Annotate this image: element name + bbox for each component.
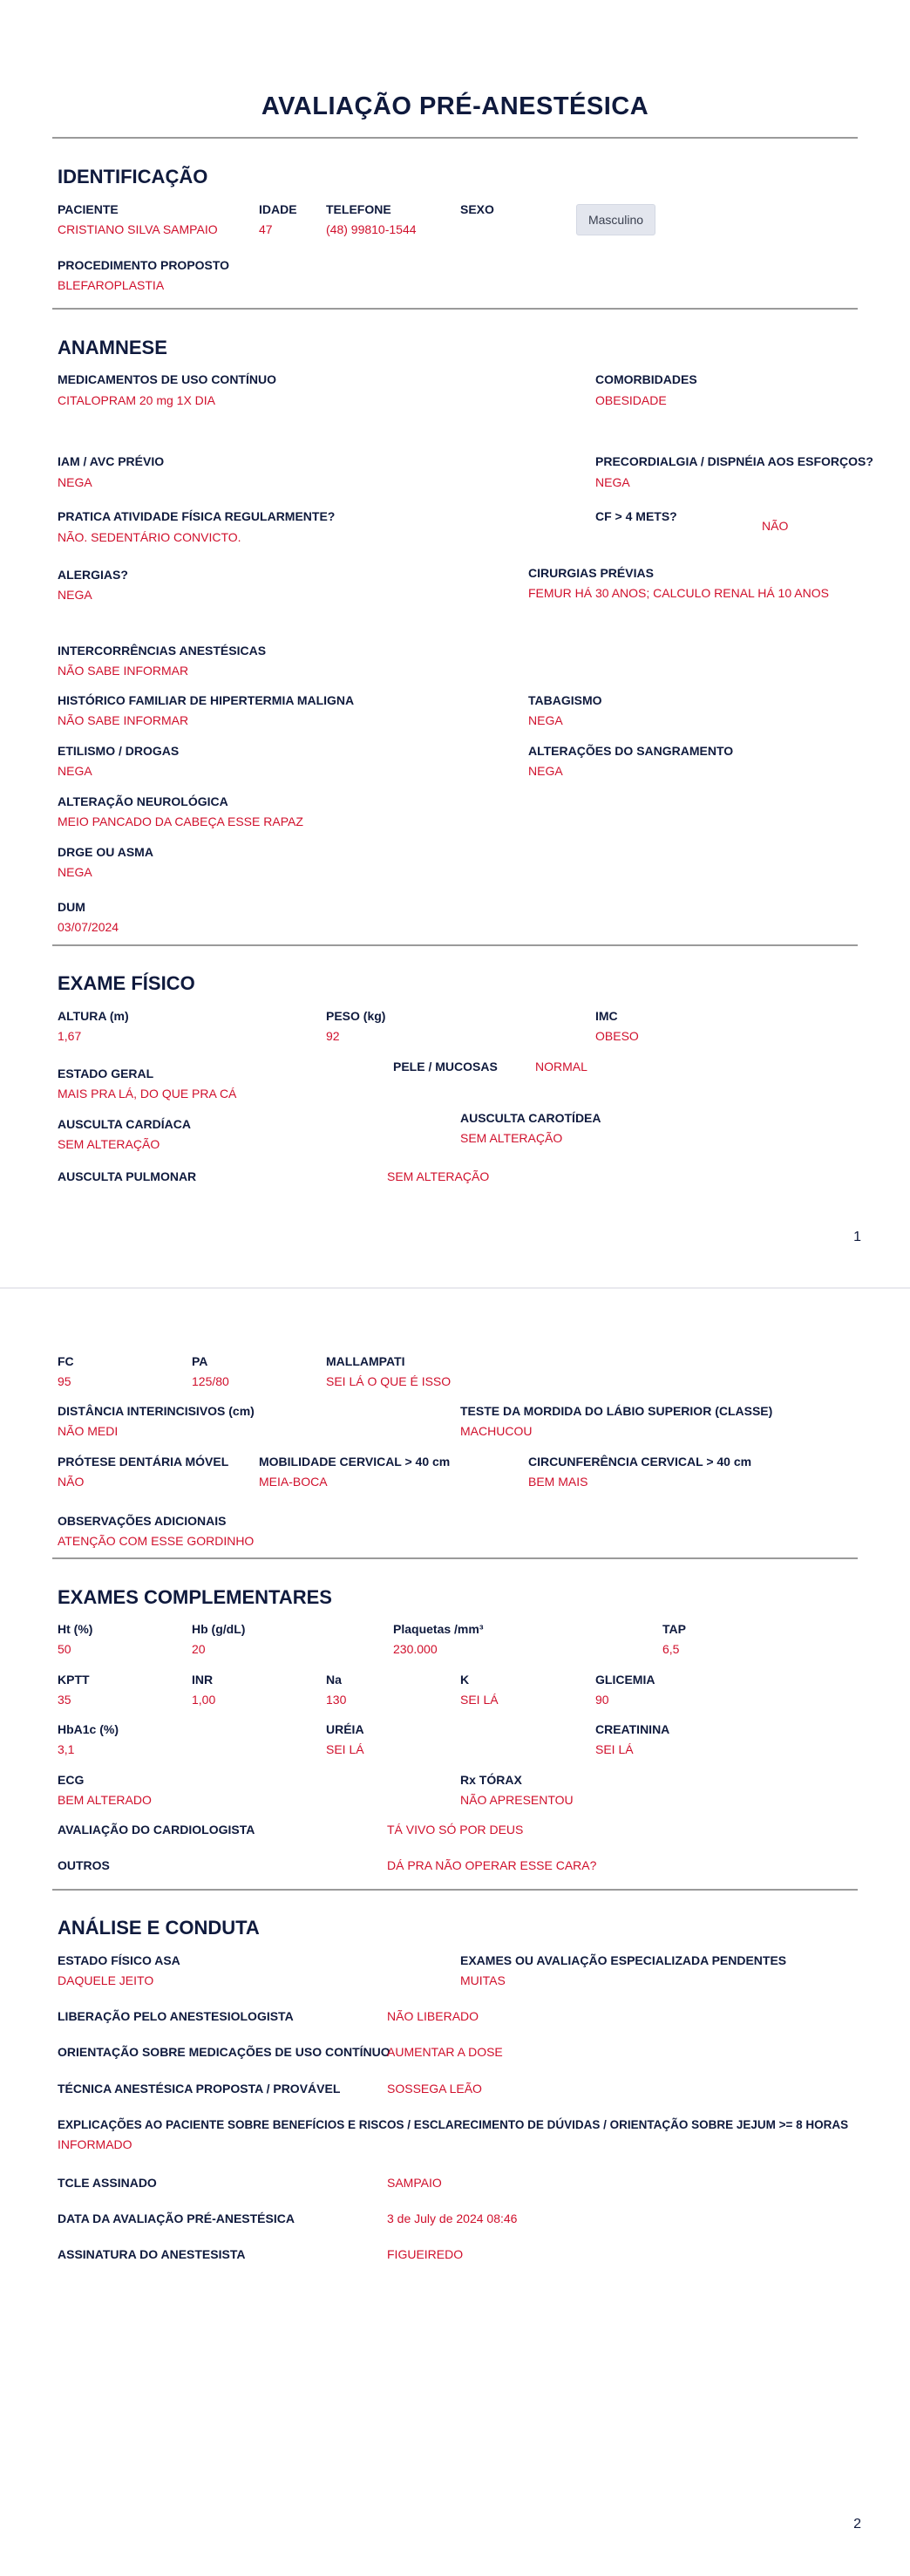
idade-label: IDADE [259, 202, 297, 216]
atividade-label: PRATICA ATIVIDADE FÍSICA REGULARMENTE? [58, 509, 336, 523]
glicemia-value: 90 [595, 1693, 609, 1707]
outros-value: DÁ PRA NÃO OPERAR ESSE CARA? [387, 1858, 597, 1872]
paciente-value: CRISTIANO SILVA SAMPAIO [58, 222, 218, 236]
ausculta-cardiaca-value: SEM ALTERAÇÃO [58, 1137, 160, 1151]
ecg-label: ECG [58, 1773, 85, 1787]
orientacao-value: AUMENTAR A DOSE [387, 2045, 503, 2059]
pendentes-value: MUITAS [460, 1973, 506, 1987]
observacoes-label: OBSERVAÇÕES ADICIONAIS [58, 1514, 227, 1528]
section-identificacao: IDENTIFICAÇÃO [58, 166, 208, 187]
page-1 [0, 0, 910, 1287]
plaquetas-label: Plaquetas /mm³ [393, 1622, 484, 1636]
etilismo-value: NEGA [58, 764, 92, 778]
asa-label: ESTADO FÍSICO ASA [58, 1953, 180, 1967]
cirurgias-label: CIRURGIAS PRÉVIAS [528, 566, 654, 580]
tabagismo-value: NEGA [528, 713, 563, 727]
medicamentos-label: MEDICAMENTOS DE USO CONTÍNUO [58, 372, 276, 386]
imc-value: OBESO [595, 1029, 639, 1043]
inr-label: INR [192, 1673, 214, 1687]
dum-label: DUM [58, 900, 85, 914]
cirurgias-value: FEMUR HÁ 30 ANOS; CALCULO RENAL HÁ 10 ANOS [528, 586, 829, 600]
divider [52, 137, 858, 139]
peso-value: 92 [326, 1029, 340, 1043]
data-value: 3 de July de 2024 08:46 [387, 2211, 518, 2225]
drge-label: DRGE OU ASMA [58, 845, 153, 859]
k-label: K [460, 1673, 470, 1687]
iam-label: IAM / AVC PRÉVIO [58, 454, 165, 468]
drge-value: NEGA [58, 865, 92, 879]
telefone-label: TELEFONE [326, 202, 391, 216]
section-exame-fisico: EXAME FÍSICO [58, 972, 195, 994]
pa-value: 125/80 [192, 1374, 229, 1388]
pele-value: NORMAL [535, 1060, 587, 1073]
ureia-label: URÉIA [326, 1722, 364, 1736]
imc-label: IMC [595, 1009, 618, 1023]
dum-value: 03/07/2024 [58, 920, 119, 934]
hba1c-label: HbA1c (%) [58, 1722, 119, 1736]
rx-value: NÃO APRESENTOU [460, 1793, 574, 1807]
creatinina-value: SEI LÁ [595, 1742, 634, 1756]
creatinina-label: CREATININA [595, 1722, 670, 1736]
orientacao-label: ORIENTAÇÃO SOBRE MEDICAÇÕES DE USO CONTÍNUO [58, 2045, 390, 2059]
hipertermia-label: HISTÓRICO FAMILIAR DE HIPERTERMIA MALIGNA [58, 693, 355, 707]
k-value: SEI LÁ [460, 1693, 499, 1707]
iam-value: NEGA [58, 475, 92, 489]
liberacao-value: NÃO LIBERADO [387, 2009, 479, 2023]
pa-label: PA [192, 1354, 208, 1368]
page-number: 1 [853, 1230, 861, 1244]
mallampati-label: MALLAMPATI [326, 1354, 405, 1368]
altura-label: ALTURA (m) [58, 1009, 129, 1023]
observacoes-value: ATENÇÃO COM ESSE GORDINHO [58, 1534, 255, 1548]
neurologica-value: MEIO PANCADO DA CABEÇA ESSE RAPAZ [58, 814, 303, 828]
etilismo-label: ETILISMO / DROGAS [58, 744, 180, 758]
plaquetas-value: 230.000 [393, 1642, 438, 1656]
mobilidade-label: MOBILIDADE CERVICAL > 40 cm [259, 1455, 451, 1469]
cf-value: NÃO [762, 519, 789, 533]
telefone-value: (48) 99810-1544 [326, 222, 417, 236]
section-exames: EXAMES COMPLEMENTARES [58, 1586, 332, 1608]
tcle-value: SAMPAIO [387, 2176, 442, 2190]
glicemia-label: GLICEMIA [595, 1673, 655, 1687]
protese-value: NÃO [58, 1475, 85, 1489]
na-value: 130 [326, 1693, 347, 1707]
mordida-label: TESTE DA MORDIDA DO LÁBIO SUPERIOR (CLASSE) [460, 1404, 773, 1418]
precordialgia-label: PRECORDIALGIA / DISPNÉIA AOS ESFORÇOS? [595, 454, 873, 468]
medicamentos-value: CITALOPRAM 20 mg 1X DIA [58, 393, 216, 407]
ausculta-carotidea-value: SEM ALTERAÇÃO [460, 1131, 563, 1145]
estado-geral-value: MAIS PRA LÁ, DO QUE PRA CÁ [58, 1087, 237, 1101]
hipertermia-value: NÃO SABE INFORMAR [58, 713, 189, 727]
hba1c-value: 3,1 [58, 1742, 75, 1756]
fc-value: 95 [58, 1374, 71, 1388]
hb-label: Hb (g/dL) [192, 1622, 246, 1636]
ecg-value: BEM ALTERADO [58, 1793, 152, 1807]
tap-label: TAP [662, 1622, 686, 1636]
intercorrencias-label: INTERCORRÊNCIAS ANESTÉSICAS [58, 644, 267, 658]
sexo-label: SEXO [460, 202, 494, 216]
ht-label: Ht (%) [58, 1622, 93, 1636]
sangramento-value: NEGA [528, 764, 563, 778]
tecnica-label: TÉCNICA ANESTÉSICA PROPOSTA / PROVÁVEL [58, 2082, 341, 2096]
comorbidades-value: OBESIDADE [595, 393, 667, 407]
hb-value: 20 [192, 1642, 206, 1656]
protese-label: PRÓTESE DENTÁRIA MÓVEL [58, 1455, 229, 1469]
page-number: 2 [853, 2517, 861, 2532]
mallampati-value: SEI LÁ O QUE É ISSO [326, 1374, 452, 1388]
pele-label: PELE / MUCOSAS [393, 1060, 498, 1073]
section-conduta: ANÁLISE E CONDUTA [58, 1917, 260, 1939]
ausculta-pulmonar-label: AUSCULTA PULMONAR [58, 1169, 197, 1183]
explicacoes-value: INFORMADO [58, 2137, 132, 2151]
ausculta-cardiaca-label: AUSCULTA CARDÍACA [58, 1117, 191, 1131]
page-title: AVALIAÇÃO PRÉ-ANESTÉSICA [261, 92, 649, 120]
paciente-label: PACIENTE [58, 202, 119, 216]
kptt-label: KPTT [58, 1673, 90, 1687]
asa-value: DAQUELE JEITO [58, 1973, 154, 1987]
neurologica-label: ALTERAÇÃO NEUROLÓGICA [58, 794, 228, 808]
atividade-value: NÃO. SEDENTÁRIO CONVICTO. [58, 530, 241, 544]
divider [52, 308, 858, 310]
peso-label: PESO (kg) [326, 1009, 386, 1023]
page-2 [0, 1289, 910, 2576]
outros-label: OUTROS [58, 1858, 110, 1872]
precordialgia-value: NEGA [595, 475, 630, 489]
explicacoes-label: EXPLICAÇÕES AO PACIENTE SOBRE BENEFÍCIOS E RISCOS / ESCLARECIMENTO DE DÚVIDAS / ORIENTAÇÃO SOBRE JEJUM >= 8 HORAS [58, 2118, 849, 2131]
altura-value: 1,67 [58, 1029, 82, 1043]
kptt-value: 35 [58, 1693, 71, 1707]
na-label: Na [326, 1673, 342, 1687]
divider [52, 1557, 858, 1559]
mordida-value: MACHUCOU [460, 1424, 533, 1438]
assinatura-value: FIGUEIREDO [387, 2247, 464, 2261]
ht-value: 50 [58, 1642, 71, 1656]
alergias-value: NEGA [58, 588, 92, 602]
ausculta-carotidea-label: AUSCULTA CAROTÍDEA [460, 1111, 601, 1125]
divider [52, 944, 858, 946]
idade-value: 47 [259, 222, 273, 236]
pendentes-label: EXAMES OU AVALIAÇÃO ESPECIALIZADA PENDENTES [460, 1953, 787, 1967]
assinatura-label: ASSINATURA DO ANESTESISTA [58, 2247, 246, 2261]
data-label: DATA DA AVALIAÇÃO PRÉ-ANESTÉSICA [58, 2211, 295, 2225]
ausculta-pulmonar-value: SEM ALTERAÇÃO [387, 1169, 490, 1183]
rx-label: Rx TÓRAX [460, 1773, 522, 1787]
cf-label: CF > 4 METS? [595, 509, 677, 523]
comorbidades-label: COMORBIDADES [595, 372, 697, 386]
section-anamnese: ANAMNESE [58, 337, 167, 358]
mobilidade-value: MEIA-BOCA [259, 1475, 328, 1489]
circunferencia-value: BEM MAIS [528, 1475, 588, 1489]
fc-label: FC [58, 1354, 74, 1368]
estado-geral-label: ESTADO GERAL [58, 1067, 154, 1080]
intercorrencias-value: NÃO SABE INFORMAR [58, 664, 189, 678]
cardiologista-label: AVALIAÇÃO DO CARDIOLOGISTA [58, 1823, 255, 1837]
tecnica-value: SOSSEGA LEÃO [387, 2082, 482, 2096]
inr-value: 1,00 [192, 1693, 216, 1707]
sangramento-label: ALTERAÇÕES DO SANGRAMENTO [528, 744, 734, 758]
tap-value: 6,5 [662, 1642, 680, 1656]
circunferencia-label: CIRCUNFERÊNCIA CERVICAL > 40 cm [528, 1455, 752, 1469]
liberacao-label: LIBERAÇÃO PELO ANESTESIOLOGISTA [58, 2009, 294, 2023]
interincisivos-label: DISTÂNCIA INTERINCISIVOS (cm) [58, 1404, 255, 1418]
procedimento-label: PROCEDIMENTO PROPOSTO [58, 258, 230, 272]
tcle-label: TCLE ASSINADO [58, 2176, 157, 2190]
divider [52, 1889, 858, 1891]
cardiologista-value: TÁ VIVO SÓ POR DEUS [387, 1823, 524, 1837]
interincisivos-value: NÃO MEDI [58, 1424, 119, 1438]
alergias-label: ALERGIAS? [58, 568, 128, 582]
sexo-select[interactable]: Masculino [576, 204, 655, 235]
ureia-value: SEI LÁ [326, 1742, 364, 1756]
procedimento-value: BLEFAROPLASTIA [58, 278, 165, 292]
tabagismo-label: TABAGISMO [528, 693, 602, 707]
